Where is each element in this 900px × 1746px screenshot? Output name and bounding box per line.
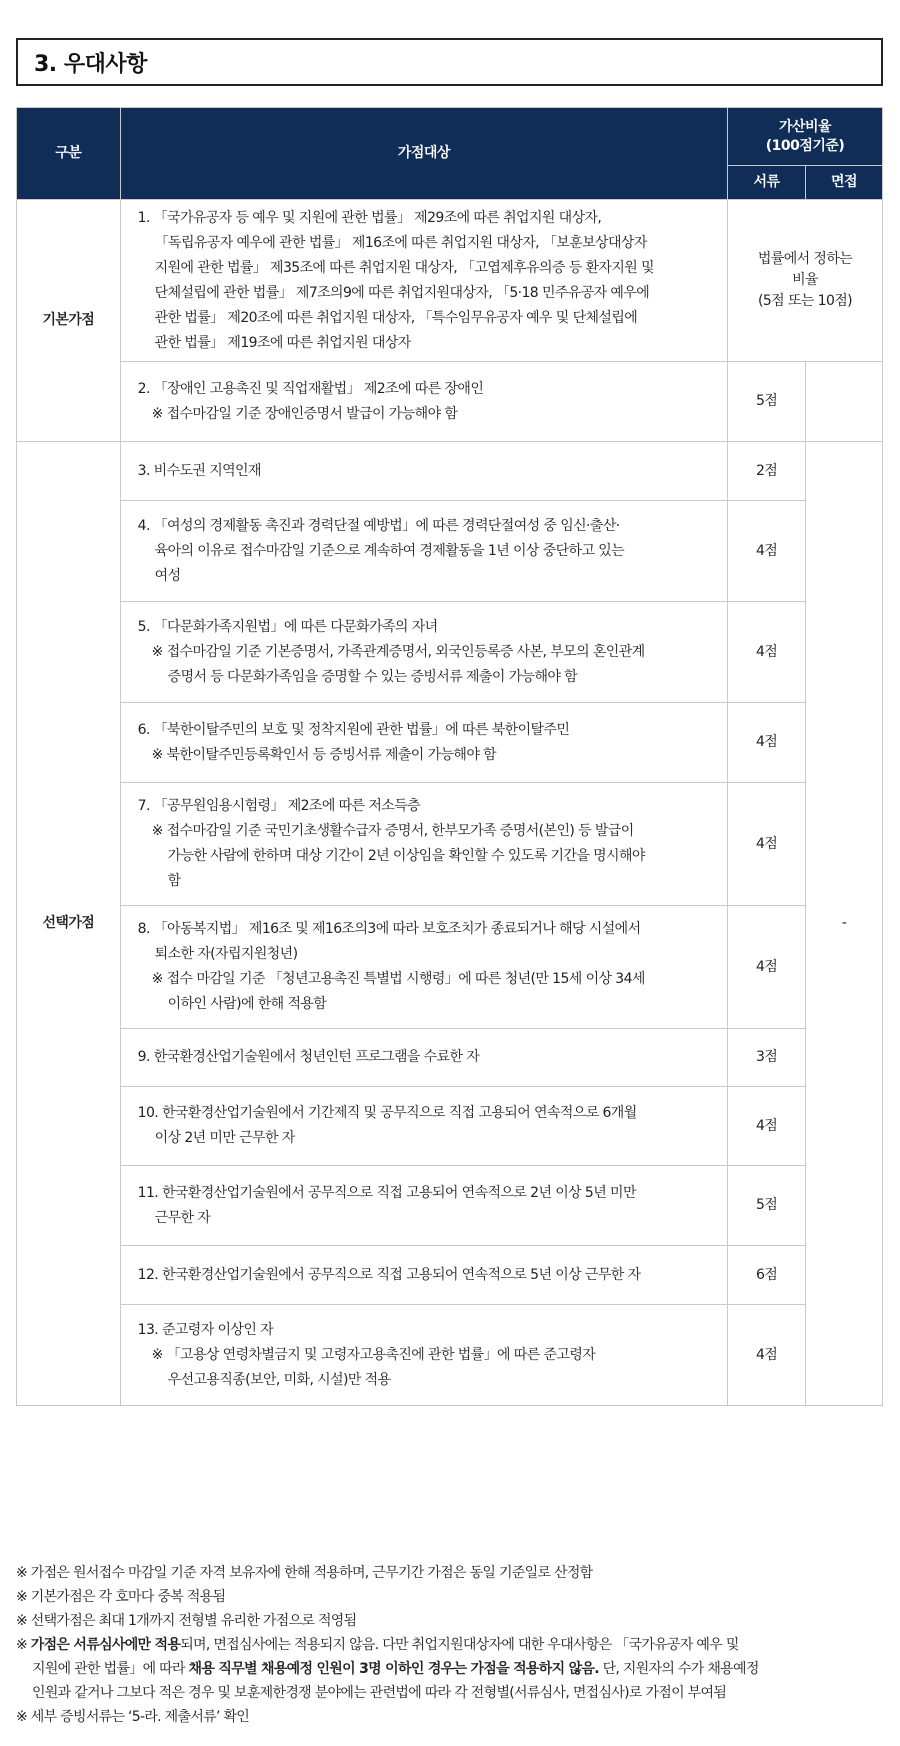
row-8-target: 8. 「아동복지법」 제16조 및 제16조의3에 따라 보호조치가 종료되거나 해당 시설에서 퇴소한 자(자립지원청년) ※ 접수 마감일 기준 「청년고용촉진 특별법 시행령」에 따른 청년(만 15세 이상 34세 이하인 사람)에 한해 적용함 xyxy=(120,906,727,1029)
row-7-target: 7. 「공무원임용시험령」 제2조에 따른 저소득층 ※ 접수마감일 기준 국민기초생활수급자 증명서, 한부모가족 증명서(본인) 등 발급이 가능한 사람에 한하며 대상 기간이 2년 이상임을 확인할 수 있도록 기간을 명시해야 함 xyxy=(120,783,727,906)
row-3-points: 2점 xyxy=(728,442,806,501)
note-5: ※ 세부 증빙서류는 ‘5-라. 제출서류’ 확인 xyxy=(16,1709,250,1725)
header-target: 가점대상 xyxy=(120,108,727,200)
table-row xyxy=(17,703,883,783)
row-13-target: 13. 준고령자 이상인 자 ※ 「고용상 연령차별금지 및 고령자고용촉진에 관한 법률」에 따른 준고령자 우선고용직종(보안, 미화, 시설)만 적용 xyxy=(120,1305,727,1406)
table-row xyxy=(17,1166,883,1246)
optional-interview-value: - xyxy=(806,442,883,1406)
note-3: ※ 선택가점은 최대 1개까지 전형별 유리한 가점으로 적영됨 xyxy=(16,1613,357,1629)
row-11-points: 5점 xyxy=(728,1166,806,1246)
row-1-target: 1. 「국가유공자 등 예우 및 지원에 관한 법률」 제29조에 따른 취업지원 대상자, 「독립유공자 예우에 관한 법률」 제16조에 따른 취업지원 대상자, 「보훈보상대상자 지원에 관한 법률」 제35조에 따른 취업지원 대상자, 「고엽제후유의증 등 환자지원 및 단체설립에 관한 법률」 제7조의9에 따른 취업지원대상자, 「5·18 민주유공자 예우에 관한 법률」 제20조에 따른 취업지원 대상자, 「특수임무유공자 예우 및 단체설립에 관한 법률」 제19조에 따른 취업지원 대상자 xyxy=(120,200,727,362)
row-12-points: 6점 xyxy=(728,1246,806,1305)
row-2-target: 2. 「장애인 고용촉진 및 직업재활법」 제2조에 따른 장애인 ※ 접수마감일 기준 장애인증명서 발급이 가능해야 함 xyxy=(120,362,727,442)
note-4-line-1: ※ 가점은 서류심사에만 적용되며, 면접심사에는 적용되지 않음. 다만 취업지원대상자에 대한 우대사항은 「국가유공자 예우 및 xyxy=(16,1637,739,1653)
row-5-points: 4점 xyxy=(728,602,806,703)
table-row xyxy=(17,783,883,906)
header-ratio: 가산비율 (100점기준) xyxy=(728,108,883,166)
table-row xyxy=(17,906,883,1029)
row-5-target: 5. 「다문화가족지원법」에 따른 다문화가족의 자녀 ※ 접수마감일 기준 기본증명서, 가족관계증명서, 외국인등록증 사본, 부모의 혼인관계 증명서 등 다문화가족임을 증명할 수 있는 증빙서류 제출이 가능해야 함 xyxy=(120,602,727,703)
note-4-line-2: 지원에 관한 법률」에 따라 채용 직무별 채용예정 인원이 3명 이하인 경우는 가점을 적용하지 않음. 단, 지원자의 수가 채용예정 xyxy=(32,1661,759,1677)
table-row xyxy=(17,442,883,501)
row-7-points: 4점 xyxy=(728,783,806,906)
header-doc: 서류 xyxy=(728,166,806,200)
row-13-points: 4점 xyxy=(728,1305,806,1406)
note-2: ※ 기본가점은 각 호마다 중복 적용됨 xyxy=(16,1589,226,1605)
note-4-line-3: 인원과 같거나 그보다 적은 경우 및 보훈제한경쟁 분야에는 관련법에 따라 각 전형별(서류심사, 면접심사)로 가점이 부여됨 xyxy=(32,1685,727,1701)
row-4-target: 4. 「여성의 경제활동 촉진과 경력단절 예방법」에 따른 경력단절여성 중 임신·출산· 육아의 이유로 접수마감일 기준으로 계속하여 경제활동을 1년 이상 중단하고 있는 여성 xyxy=(120,501,727,602)
table-row xyxy=(17,200,883,362)
section-title-box xyxy=(16,38,883,86)
row-9-target: 9. 한국환경산업기술원에서 청년인턴 프로그램을 수료한 자 xyxy=(120,1029,727,1087)
row-12-target: 12. 한국환경산업기술원에서 공무직으로 직접 고용되어 연속적으로 5년 이상 근무한 자 xyxy=(120,1246,727,1305)
group-basic: 기본가점 xyxy=(17,200,121,442)
table-row xyxy=(17,1087,883,1166)
table-row xyxy=(17,501,883,602)
row-8-points: 4점 xyxy=(728,906,806,1029)
section-title: 3. 우대사항 xyxy=(34,51,147,77)
notes-block xyxy=(16,1561,886,1729)
table-row xyxy=(17,362,883,442)
note-4-emphasis-2: 채용 직무별 채용예정 인원이 3명 이하인 경우는 가점을 적용하지 않음. xyxy=(188,1661,599,1677)
table-row xyxy=(17,1029,883,1087)
row-2-interview xyxy=(806,362,883,442)
row-6-target: 6. 「북한이탈주민의 보호 및 정착지원에 관한 법률」에 따른 북한이탈주민 ※ 북한이탈주민등록확인서 등 증빙서류 제출이 가능해야 함 xyxy=(120,703,727,783)
table-row xyxy=(17,1305,883,1406)
row-9-points: 3점 xyxy=(728,1029,806,1087)
preference-table xyxy=(16,107,883,1406)
header-category: 구분 xyxy=(17,108,121,200)
row-6-points: 4점 xyxy=(728,703,806,783)
table-row xyxy=(17,1246,883,1305)
row-2-points: 5점 xyxy=(728,362,806,442)
row-10-points: 4점 xyxy=(728,1087,806,1166)
header-interview: 면접 xyxy=(806,166,883,200)
row-1-points: 법률에서 정하는 비율 (5점 또는 10점) xyxy=(728,200,883,362)
note-4-emphasis-1: 가점은 서류심사에만 적용 xyxy=(30,1637,181,1653)
row-11-target: 11. 한국환경산업기술원에서 공무직으로 직접 고용되어 연속적으로 2년 이상 5년 미만 근무한 자 xyxy=(120,1166,727,1246)
group-optional: 선택가점 xyxy=(17,442,121,1406)
row-10-target: 10. 한국환경산업기술원에서 기간제직 및 공무직으로 직접 고용되어 연속적으로 6개월 이상 2년 미만 근무한 자 xyxy=(120,1087,727,1166)
note-1: ※ 가점은 원서접수 마감일 기준 자격 보유자에 한해 적용하며, 근무기간 가점은 동일 기준일로 산정함 xyxy=(16,1565,593,1581)
table-row xyxy=(17,602,883,703)
row-3-target: 3. 비수도권 지역인재 xyxy=(120,442,727,501)
row-4-points: 4점 xyxy=(728,501,806,602)
